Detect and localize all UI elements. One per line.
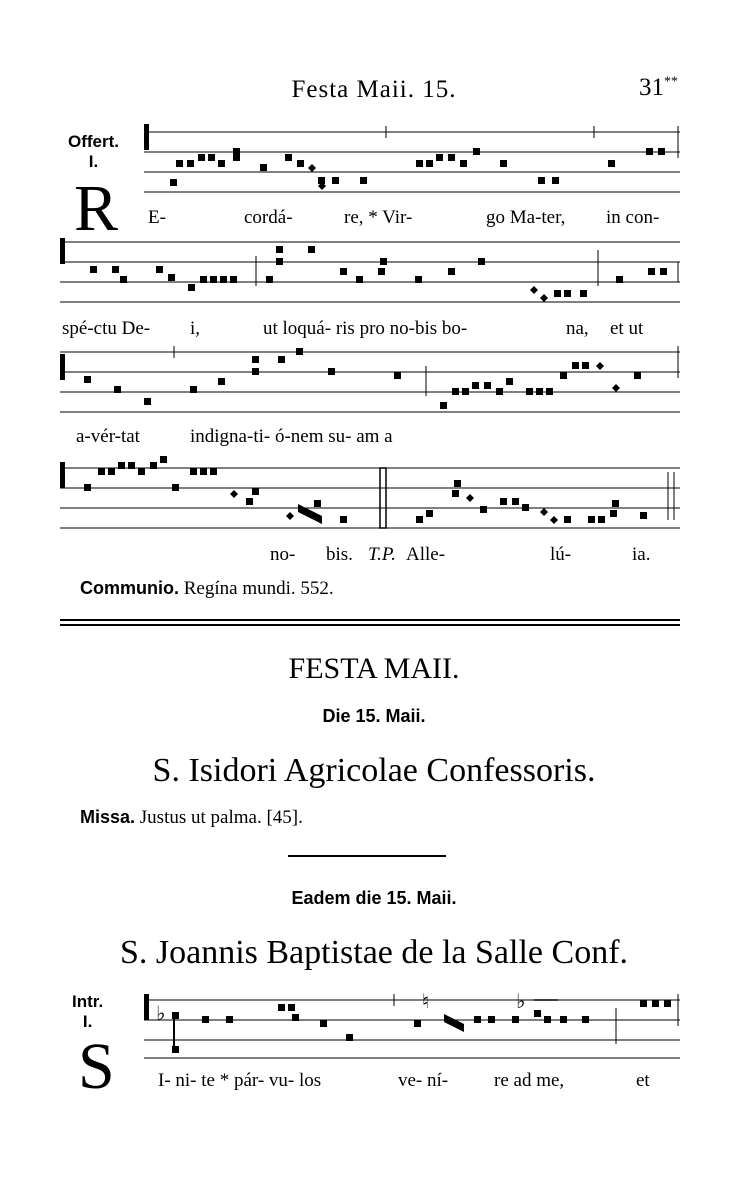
- page-number-suffix: **: [664, 74, 678, 90]
- offertory-lyric-4b: bis.: [326, 544, 353, 565]
- introit-lyric-b: ve- ní-: [398, 1070, 449, 1091]
- offertory-lyric-3a: a-vér-tat: [76, 426, 140, 447]
- offertory-lyric-3b: indigna-ti- ó-nem su- am a: [190, 426, 393, 447]
- offertory-lyric-2e: et ut: [610, 318, 644, 339]
- section-divider-bottom: [60, 624, 680, 626]
- introit-lyric-d: et: [636, 1070, 650, 1091]
- missa-label: Missa.: [80, 807, 136, 827]
- chant-staff-2: [60, 232, 682, 310]
- missa-line: [80, 807, 303, 829]
- saint-title-2: S. Joannis Baptistae de la Salle Conf.: [119, 934, 629, 971]
- offertory-lyric-4c: T.P.: [368, 544, 396, 565]
- feast-date-2: Eadem die 15. Maii.: [291, 888, 457, 908]
- offertory-lyric-1d: go Ma-ter,: [486, 207, 566, 228]
- offertory-lyric-1c: re, * Vir-: [344, 207, 413, 228]
- svg-text:♭: ♭: [516, 990, 526, 1013]
- feast-heading: FESTA MAII.: [288, 652, 460, 685]
- introit-lyric-c: re ad me,: [494, 1070, 565, 1091]
- offertory-lyric-1b: cordá-: [244, 207, 293, 228]
- offertory-lyric-2a: spé-ctu De-: [62, 318, 151, 339]
- chant-staff-5: [60, 990, 682, 1062]
- offertory-lyric-4d: Alle-: [406, 544, 446, 565]
- communio-text: Regína mundi. 552.: [183, 578, 334, 599]
- offertory-lyric-2b: i,: [190, 318, 201, 339]
- svg-text:♮: ♮: [422, 990, 430, 1013]
- introit-label-text: Intr.: [72, 992, 104, 1011]
- communio-label: Communio.: [80, 578, 179, 598]
- svg-text:♭: ♭: [156, 1001, 166, 1025]
- communio-line: [80, 578, 334, 600]
- section-divider-top: [60, 619, 680, 621]
- offertory-lyric-4e: lú-: [550, 544, 572, 565]
- missa-text: Justus ut palma. [45].: [139, 807, 303, 828]
- offertory-label-text: Offert.: [68, 132, 119, 151]
- page-header-title: Festa Maii. 15.: [291, 76, 457, 103]
- short-divider: [288, 855, 446, 857]
- offertory-lyric-2d: na,: [566, 318, 589, 339]
- chant-staff-1: [60, 122, 682, 200]
- page-number: [639, 74, 678, 102]
- introit-lyric-a: I- ni- te * pár- vu- los: [158, 1070, 322, 1091]
- chant-staff-3: [60, 342, 682, 420]
- introit-mode: I.: [82, 1012, 93, 1031]
- saint-title-1: S. Isidori Agricolae Confessoris.: [152, 752, 596, 789]
- offertory-lyric-4f: ia.: [632, 544, 651, 565]
- offertory-mode: I.: [88, 152, 99, 171]
- offertory-lyric-1e: in con-: [606, 207, 660, 228]
- offertory-lyric-1a: E-: [148, 207, 166, 228]
- page-number-value: 31: [639, 74, 664, 101]
- offertory-initial: R: [74, 172, 119, 245]
- offertory-lyric-4a: no-: [270, 544, 296, 565]
- feast-date-1: Die 15. Maii.: [322, 706, 426, 726]
- offertory-lyric-2c: ut loquá- ris pro no-bis bo-: [263, 318, 468, 339]
- chant-staff-4: [60, 454, 682, 532]
- introit-initial: S: [78, 1030, 115, 1103]
